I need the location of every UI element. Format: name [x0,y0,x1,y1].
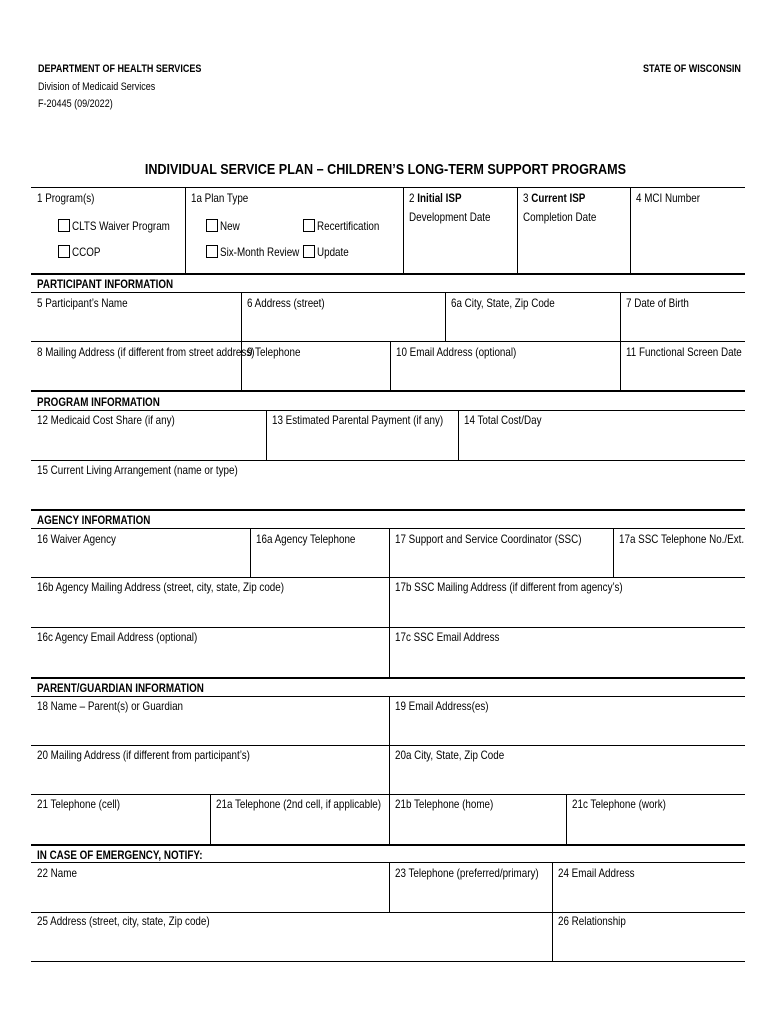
divider [403,187,404,273]
divider [389,862,390,912]
current-isp-field[interactable]: 3 Current ISP [523,191,586,205]
rule [31,528,745,529]
new-label: New [220,219,240,233]
emergency-phone-field[interactable]: 23 Telephone (preferred/primary) [395,866,539,880]
rule [31,627,745,628]
recertification-checkbox[interactable] [303,219,315,232]
ssc-mailing-field[interactable]: 17b SSC Mailing Address (if different from agency’s) [395,580,623,594]
emergency-email-field[interactable]: 24 Email Address [558,866,635,880]
initial-isp-sub: Development Date [409,210,491,224]
section-rule [31,273,745,275]
guardian-home-phone-field[interactable]: 21b Telephone (home) [395,797,494,811]
guardian-cell-field[interactable]: 21 Telephone (cell) [37,797,120,811]
guardian-city-field[interactable]: 20a City, State, Zip Code [395,748,505,762]
rule [31,577,745,578]
divider [517,187,518,273]
rule [31,912,745,913]
divider [250,528,251,577]
emergency-name-field[interactable]: 22 Name [37,866,77,880]
divider [390,341,391,390]
current-isp-sub: Completion Date [523,210,597,224]
participant-name-field[interactable]: 5 Participant’s Name [37,296,128,310]
divider [566,794,567,844]
ssc-telephone-field[interactable]: 17a SSC Telephone No./Ext. [619,532,745,546]
rule [31,341,745,342]
guardian-mailing-field[interactable]: 20 Mailing Address (if different from participant’s) [37,748,250,762]
rule [31,460,745,461]
rule [31,410,745,411]
agency-mailing-field[interactable]: 16b Agency Mailing Address (street, city, state, Zip code) [37,580,285,594]
divider [241,292,242,341]
update-label: Update [317,245,349,259]
six-month-review-checkbox[interactable] [206,245,218,258]
department-name: DEPARTMENT OF HEALTH SERVICES [38,63,202,75]
six-month-review-label: Six-Month Review [220,245,300,259]
state-name: STATE OF WISCONSIN [643,63,741,75]
agency-telephone-field[interactable]: 16a Agency Telephone [256,532,356,546]
waiver-agency-field[interactable]: 16 Waiver Agency [37,532,116,546]
rule [31,292,745,293]
rule [31,961,745,962]
rule [31,745,745,746]
functional-screen-field[interactable]: 11 Functional Screen Date [626,345,742,359]
rule [31,862,745,863]
mci-number-field[interactable]: 4 MCI Number [636,191,700,205]
emergency-heading: IN CASE OF EMERGENCY, NOTIFY: [37,848,203,862]
guardian-name-field[interactable]: 18 Name – Parent(s) or Guardian [37,699,184,713]
recertification-label: Recertification [317,219,380,233]
ssc-email-field[interactable]: 17c SSC Email Address [395,630,500,644]
section-rule [31,390,745,392]
living-arrangement-field[interactable]: 15 Current Living Arrangement (name or type) [37,463,238,477]
guardian-heading: PARENT/GUARDIAN INFORMATION [37,681,204,695]
form-number: F-20445 (09/2022) [38,98,113,110]
rule [31,187,745,188]
divider [620,341,621,390]
clts-waiver-checkbox[interactable] [58,219,70,232]
divider [389,696,390,844]
participant-mailing-field[interactable]: 8 Mailing Address (if different from street address) [37,345,255,359]
ccop-label: CCOP [72,245,101,259]
divider [389,528,390,677]
divider [210,794,211,844]
clts-waiver-label: CLTS Waiver Program [72,219,170,233]
program-heading: PROGRAM INFORMATION [37,395,160,409]
divider [445,292,446,341]
guardian-email-field[interactable]: 19 Email Address(es) [395,699,489,713]
guardian-work-phone-field[interactable]: 21c Telephone (work) [572,797,666,811]
parental-payment-field[interactable]: 13 Estimated Parental Payment (if any) [272,413,444,427]
divider [620,292,621,341]
agency-email-field[interactable]: 16c Agency Email Address (optional) [37,630,198,644]
update-checkbox[interactable] [303,245,315,258]
participant-heading: PARTICIPANT INFORMATION [37,277,174,291]
participant-email-field[interactable]: 10 Email Address (optional) [396,345,517,359]
agency-heading: AGENCY INFORMATION [37,513,151,527]
guardian-cell2-field[interactable]: 21a Telephone (2nd cell, if applicable) [216,797,382,811]
section-rule [31,844,745,846]
participant-city-field[interactable]: 6a City, State, Zip Code [451,296,555,310]
cost-share-field[interactable]: 12 Medicaid Cost Share (if any) [37,413,175,427]
emergency-address-field[interactable]: 25 Address (street, city, state, Zip code) [37,914,210,928]
rule [31,794,745,795]
plan-type-label: 1a Plan Type [191,191,249,205]
participant-dob-field[interactable]: 7 Date of Birth [626,296,689,310]
participant-telephone-field[interactable]: 9 Telephone [247,345,301,359]
initial-isp-field[interactable]: 2 Initial ISP [409,191,462,205]
total-cost-field[interactable]: 14 Total Cost/Day [464,413,542,427]
section-rule [31,677,745,679]
section-rule [31,509,745,511]
division-name: Division of Medicaid Services [38,81,156,93]
emergency-relationship-field[interactable]: 26 Relationship [558,914,626,928]
form-title: INDIVIDUAL SERVICE PLAN – CHILDREN’S LONG-TERM SUPPORT PROGRAMS [144,161,626,178]
participant-address-field[interactable]: 6 Address (street) [247,296,325,310]
ssc-field[interactable]: 17 Support and Service Coordinator (SSC) [395,532,582,546]
ccop-checkbox[interactable] [58,245,70,258]
programs-label: 1 Program(s) [37,191,95,205]
divider [630,187,631,273]
rule [31,696,745,697]
new-checkbox[interactable] [206,219,218,232]
divider [266,410,267,460]
